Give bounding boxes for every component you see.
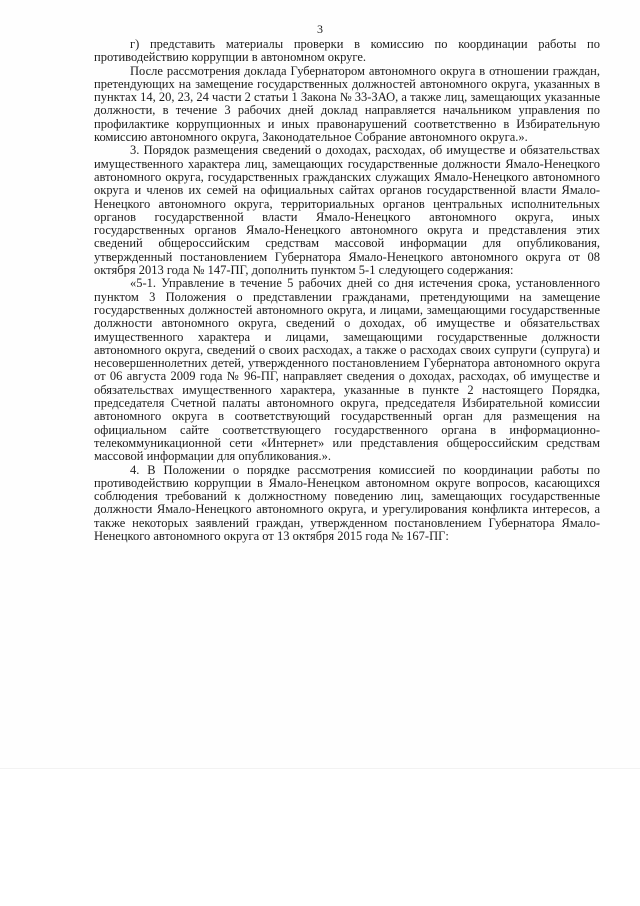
blank-margin [0, 768, 640, 906]
paragraph-review-materials: г) представить материалы проверки в комиссию по координации работы по противодействию коррупции в автономном округе. [94, 37, 600, 65]
page-number: 3 [317, 22, 323, 36]
paragraph-report-referral: После рассмотрения доклада Губернатором автономного округа в отношении граждан, претендующих на замещение государственных должностей автономного округа, указанных в пунктах 14, 20, 23, 24 части 2 статьи 1 Закона № 33-ЗАО, а также лиц, замещающих указанные должности, в течение 3 рабочих дней доклад направляется начальником управления по профилактике коррупционных и иных правонарушений соответственно в Избирательную комиссию автономного округа, Законодательное Собрание автономного округа.». [94, 63, 600, 145]
paragraph-item-5-1: «5-1. Управление в течение 5 рабочих дней со дня истечения срока, установленного пунктом 3 Положения о представлении гражданами, претендующими на замещение государственных должностей автономного округа, и лицами, замещающими государственные должности автономного округа, сведений о доходах, об имуществе и обязательствах имущественного характера и лицами, замещающими государственные должности автономного округа, сведений о своих расходах, а также о расходах своих супруги (супруга) и несовершеннолетних детей, утвержденного постановлением Губернатора автономного округа от 06 августа 2009 года № 96-ПГ, направляет сведения о доходах, расходах, об имуществе и обязательствах имущественного характера, указанные в пункте 2 настоящего Порядка, председателя Счетной палаты автономного округа, председателя Избирательной комиссии автономного округа в соответствующий государственный орган для размещения на официальном сайте соответствующего государственного органа в информационно-телекоммуникационной сети «Интернет» или представления общероссийским средствам массовой информации для опубликования.». [94, 276, 600, 464]
document-body [94, 38, 600, 543]
paragraph-item-4: 4. В Положении о порядке рассмотрения комиссией по координации работы по противодействию коррупции в Ямало-Ненецком автономном округе вопросов, касающихся соблюдения требований к должностному поведению лиц, замещающих государственные должности Ямало-Ненецкого автономного округа, и урегулирования конфликта интересов, а также некоторых заявлений граждан, утвержденном постановлением Губернатора Ямало-Ненецкого автономного округа от 13 октября 2015 года № 167-ПГ: [94, 462, 600, 543]
paragraph-item-3: 3. Порядок размещения сведений о доходах, расходах, об имуществе и обязательствах имущественного характера лиц, замещающих государственные должности Ямало-Ненецкого автономного округа, государственных гражданских служащих Ямало-Ненецкого автономного округа и членов их семей на официальных сайтах органов государственной власти Ямало-Ненецкого автономного округа, территориальных органов центральных исполнительных органов государственной власти Ямало-Ненецкого автономного округа, иных государственных органов Ямало-Ненецкого автономного округа и представления этих сведений общероссийским средствам массовой информации для опубликования, утвержденный постановлением Губернатора Ямало-Ненецкого автономного округа от 08 октября 2013 года № 147-ПГ, дополнить пунктом 5-1 следующего содержания: [94, 143, 600, 278]
